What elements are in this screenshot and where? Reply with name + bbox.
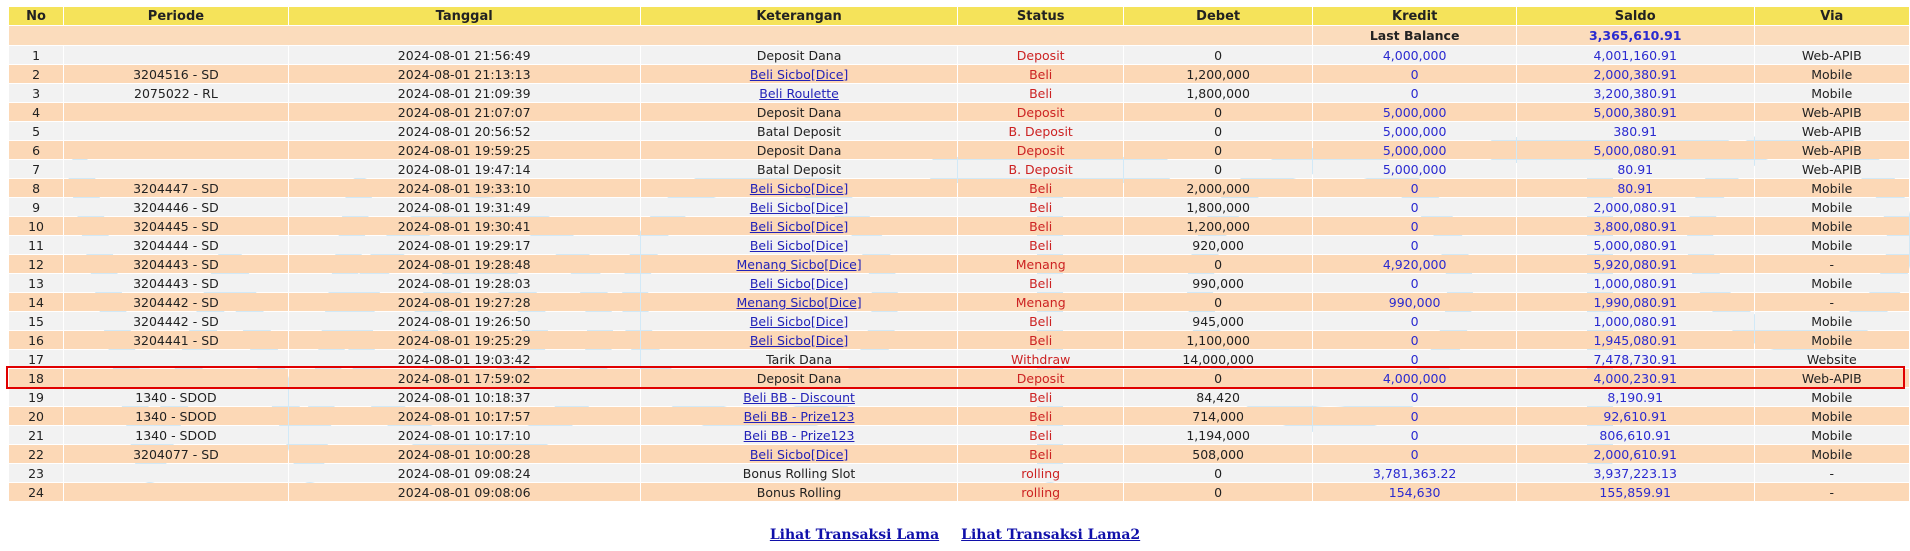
row-periode: 3204442 - SD: [64, 293, 288, 311]
old-transactions-link[interactable]: Lihat Transaksi Lama: [769, 527, 940, 543]
row-keterangan: Tarik Dana: [641, 350, 958, 368]
row-periode: 2075022 - RL: [64, 84, 288, 102]
row-saldo: 80.91: [1517, 160, 1754, 178]
row-no: 3: [9, 84, 63, 102]
row-tanggal: 2024-08-01 10:17:10: [289, 426, 640, 444]
row-status: Beli: [958, 84, 1122, 102]
row-debet: 84,420: [1124, 388, 1312, 406]
row-no: 10: [9, 217, 63, 235]
table-row: [9, 312, 1909, 330]
row-via: Web-APIB: [1755, 46, 1909, 64]
row-keterangan-cell: [641, 331, 958, 349]
row-tanggal: 2024-08-01 09:08:24: [289, 464, 640, 482]
transaction-detail-link[interactable]: Beli BB - Prize123: [743, 427, 855, 443]
row-status: rolling: [958, 464, 1122, 482]
row-kredit: 0: [1313, 179, 1516, 197]
row-tanggal: 2024-08-01 19:26:50: [289, 312, 640, 330]
row-kredit: 0: [1313, 350, 1516, 368]
row-via: Mobile: [1755, 198, 1909, 216]
row-periode: [64, 122, 288, 140]
row-via: Web-APIB: [1755, 160, 1909, 178]
row-no: 18: [9, 369, 63, 387]
row-saldo: 806,610.91: [1517, 426, 1754, 444]
row-debet: 0: [1124, 46, 1312, 64]
table-row: [9, 46, 1909, 64]
row-kredit: 5,000,000: [1313, 103, 1516, 121]
row-tanggal: 2024-08-01 20:56:52: [289, 122, 640, 140]
row-periode: 3204444 - SD: [64, 236, 288, 254]
header-via: Via: [1755, 7, 1909, 25]
row-kredit: 0: [1313, 407, 1516, 425]
row-keterangan-cell: [641, 426, 958, 444]
row-no: 19: [9, 388, 63, 406]
row-kredit: 990,000: [1313, 293, 1516, 311]
transaction-detail-link[interactable]: Beli BB - Prize123: [743, 408, 855, 424]
transaction-detail-link[interactable]: Beli BB - Discount: [743, 389, 855, 405]
row-kredit: 0: [1313, 445, 1516, 463]
row-status: Beli: [958, 407, 1122, 425]
row-status: Beli: [958, 388, 1122, 406]
row-saldo: 5,920,080.91: [1517, 255, 1754, 273]
row-status: rolling: [958, 483, 1122, 501]
row-debet: 0: [1124, 141, 1312, 159]
row-kredit: 5,000,000: [1313, 141, 1516, 159]
table-row: [9, 274, 1909, 292]
row-via: Mobile: [1755, 84, 1909, 102]
transaction-detail-link[interactable]: Menang Sicbo[Dice]: [736, 294, 862, 310]
row-status: Beli: [958, 217, 1122, 235]
row-saldo: 3,800,080.91: [1517, 217, 1754, 235]
row-saldo: 1,000,080.91: [1517, 274, 1754, 292]
row-kredit: 0: [1313, 312, 1516, 330]
row-keterangan-cell: [641, 198, 958, 216]
old-transactions-2-link[interactable]: Lihat Transaksi Lama2: [961, 527, 1141, 543]
transaction-detail-link[interactable]: Beli Sicbo[Dice]: [749, 237, 849, 253]
row-tanggal: 2024-08-01 21:07:07: [289, 103, 640, 121]
row-periode: 3204443 - SD: [64, 274, 288, 292]
row-tanggal: 2024-08-01 10:18:37: [289, 388, 640, 406]
row-debet: 2,000,000: [1124, 179, 1312, 197]
row-periode: 3204446 - SD: [64, 198, 288, 216]
transaction-detail-link[interactable]: Beli Sicbo[Dice]: [749, 180, 849, 196]
row-periode: 3204442 - SD: [64, 312, 288, 330]
transaction-detail-link[interactable]: Beli Roulette: [759, 85, 839, 101]
row-periode: 3204443 - SD: [64, 255, 288, 273]
row-no: 14: [9, 293, 63, 311]
row-debet: 1,200,000: [1124, 65, 1312, 83]
row-saldo: 7,478,730.91: [1517, 350, 1754, 368]
last-balance-label: Last Balance: [1313, 26, 1516, 45]
row-keterangan-cell: [641, 255, 958, 273]
table-row: [9, 445, 1909, 463]
row-no: 8: [9, 179, 63, 197]
row-no: 4: [9, 103, 63, 121]
row-via: Web-APIB: [1755, 103, 1909, 121]
row-via: Mobile: [1755, 388, 1909, 406]
row-tanggal: 2024-08-01 19:47:14: [289, 160, 640, 178]
row-periode: 1340 - SDOD: [64, 388, 288, 406]
table-row: [9, 388, 1909, 406]
row-via: Web-APIB: [1755, 141, 1909, 159]
header-keterangan: Keterangan: [641, 7, 958, 25]
row-status: Beli: [958, 331, 1122, 349]
row-keterangan: Deposit Dana: [641, 369, 958, 387]
row-status: Beli: [958, 426, 1122, 444]
row-saldo: 1,945,080.91: [1517, 331, 1754, 349]
row-tanggal: 2024-08-01 19:03:42: [289, 350, 640, 368]
row-no: 22: [9, 445, 63, 463]
table-row: [9, 464, 1909, 482]
row-keterangan: Deposit Dana: [641, 46, 958, 64]
row-via: Web-APIB: [1755, 369, 1909, 387]
row-keterangan-cell: [641, 84, 958, 102]
row-no: 11: [9, 236, 63, 254]
row-status: B. Deposit: [958, 160, 1122, 178]
row-status: Beli: [958, 274, 1122, 292]
table-row: [9, 350, 1909, 368]
table-row: [9, 103, 1909, 121]
transaction-table: [8, 6, 1910, 502]
row-keterangan: Bonus Rolling Slot: [641, 464, 958, 482]
row-debet: 508,000: [1124, 445, 1312, 463]
last-balance-row: [9, 26, 1909, 45]
row-via: Mobile: [1755, 179, 1909, 197]
row-periode: [64, 483, 288, 501]
row-kredit: 5,000,000: [1313, 122, 1516, 140]
row-no: 13: [9, 274, 63, 292]
row-debet: 0: [1124, 103, 1312, 121]
row-no: 9: [9, 198, 63, 216]
row-saldo: 2,000,380.91: [1517, 65, 1754, 83]
header-tanggal: Tanggal: [289, 7, 640, 25]
row-no: 12: [9, 255, 63, 273]
row-kredit: 4,920,000: [1313, 255, 1516, 273]
header-status: Status: [958, 7, 1122, 25]
table-row: [9, 331, 1909, 349]
last-balance-value: 3,365,610.91: [1517, 26, 1754, 45]
row-tanggal: 2024-08-01 19:27:28: [289, 293, 640, 311]
row-kredit: 4,000,000: [1313, 369, 1516, 387]
row-debet: 1,800,000: [1124, 84, 1312, 102]
header-kredit: Kredit: [1313, 7, 1516, 25]
row-status: Deposit: [958, 46, 1122, 64]
row-debet: 920,000: [1124, 236, 1312, 254]
row-status: Beli: [958, 65, 1122, 83]
row-status: Withdraw: [958, 350, 1122, 368]
row-debet: 0: [1124, 369, 1312, 387]
row-status: Deposit: [958, 103, 1122, 121]
row-no: 20: [9, 407, 63, 425]
row-no: 2: [9, 65, 63, 83]
row-debet: 1,200,000: [1124, 217, 1312, 235]
row-via: Mobile: [1755, 445, 1909, 463]
row-debet: 0: [1124, 160, 1312, 178]
row-saldo: 8,190.91: [1517, 388, 1754, 406]
row-debet: 14,000,000: [1124, 350, 1312, 368]
row-keterangan-cell: [641, 293, 958, 311]
row-kredit: 0: [1313, 65, 1516, 83]
row-via: Mobile: [1755, 217, 1909, 235]
table-row: [9, 160, 1909, 178]
row-no: 15: [9, 312, 63, 330]
row-tanggal: 2024-08-01 19:29:17: [289, 236, 640, 254]
row-debet: 1,100,000: [1124, 331, 1312, 349]
row-debet: 0: [1124, 293, 1312, 311]
table-row: [9, 65, 1909, 83]
row-saldo: 1,000,080.91: [1517, 312, 1754, 330]
row-status: Menang: [958, 293, 1122, 311]
row-kredit: 0: [1313, 236, 1516, 254]
row-debet: 1,194,000: [1124, 426, 1312, 444]
row-via: Mobile: [1755, 65, 1909, 83]
row-no: 1: [9, 46, 63, 64]
row-tanggal: 2024-08-01 19:31:49: [289, 198, 640, 216]
header-saldo: Saldo: [1517, 7, 1754, 25]
transaction-detail-link[interactable]: Beli Sicbo[Dice]: [749, 218, 849, 234]
transaction-detail-link[interactable]: Beli Sicbo[Dice]: [749, 66, 849, 82]
row-status: Menang: [958, 255, 1122, 273]
row-saldo: 5,000,080.91: [1517, 236, 1754, 254]
row-via: Mobile: [1755, 426, 1909, 444]
row-debet: 1,800,000: [1124, 198, 1312, 216]
table-row: [9, 236, 1909, 254]
row-tanggal: 2024-08-01 17:59:02: [289, 369, 640, 387]
row-via: Mobile: [1755, 274, 1909, 292]
row-status: Deposit: [958, 369, 1122, 387]
row-status: Beli: [958, 312, 1122, 330]
row-keterangan: Bonus Rolling: [641, 483, 958, 501]
table-row: [9, 293, 1909, 311]
row-via: -: [1755, 464, 1909, 482]
row-via: Mobile: [1755, 236, 1909, 254]
row-saldo: 5,000,380.91: [1517, 103, 1754, 121]
row-via: Mobile: [1755, 312, 1909, 330]
row-tanggal: 2024-08-01 10:00:28: [289, 445, 640, 463]
row-debet: 0: [1124, 483, 1312, 501]
row-keterangan-cell: [641, 312, 958, 330]
header-no: No: [9, 7, 63, 25]
table-row: [9, 255, 1909, 273]
row-periode: [64, 46, 288, 64]
row-no: 17: [9, 350, 63, 368]
transaction-detail-link[interactable]: Menang Sicbo[Dice]: [736, 256, 862, 272]
table-row: [9, 179, 1909, 197]
row-periode: [64, 350, 288, 368]
row-via: Mobile: [1755, 331, 1909, 349]
row-debet: 714,000: [1124, 407, 1312, 425]
row-tanggal: 2024-08-01 10:17:57: [289, 407, 640, 425]
table-row: [9, 198, 1909, 216]
row-periode: 3204516 - SD: [64, 65, 288, 83]
row-keterangan-cell: [641, 274, 958, 292]
row-saldo: 2,000,080.91: [1517, 198, 1754, 216]
row-keterangan-cell: [641, 388, 958, 406]
row-periode: [64, 369, 288, 387]
row-no: 5: [9, 122, 63, 140]
row-tanggal: 2024-08-01 21:56:49: [289, 46, 640, 64]
row-status: Beli: [958, 179, 1122, 197]
row-kredit: 0: [1313, 274, 1516, 292]
row-via: Web-APIB: [1755, 122, 1909, 140]
row-saldo: 3,937,223.13: [1517, 464, 1754, 482]
row-via: Website: [1755, 350, 1909, 368]
row-debet: 0: [1124, 255, 1312, 273]
row-kredit: 0: [1313, 198, 1516, 216]
row-kredit: 0: [1313, 426, 1516, 444]
row-saldo: 1,990,080.91: [1517, 293, 1754, 311]
row-kredit: 0: [1313, 217, 1516, 235]
row-debet: 0: [1124, 464, 1312, 482]
row-periode: [64, 160, 288, 178]
header-debet: Debet: [1124, 7, 1312, 25]
row-no: 23: [9, 464, 63, 482]
row-no: 6: [9, 141, 63, 159]
footer-links: [0, 527, 1910, 543]
row-periode: 3204441 - SD: [64, 331, 288, 349]
header-periode: Periode: [64, 7, 288, 25]
table-header-row: [9, 7, 1909, 25]
row-keterangan-cell: [641, 407, 958, 425]
row-keterangan-cell: [641, 236, 958, 254]
row-tanggal: 2024-08-01 19:25:29: [289, 331, 640, 349]
row-saldo: 92,610.91: [1517, 407, 1754, 425]
row-tanggal: 2024-08-01 21:09:39: [289, 84, 640, 102]
row-via: -: [1755, 293, 1909, 311]
row-periode: 3204077 - SD: [64, 445, 288, 463]
row-tanggal: 2024-08-01 19:30:41: [289, 217, 640, 235]
table-row: [9, 426, 1909, 444]
row-saldo: 4,001,160.91: [1517, 46, 1754, 64]
row-periode: [64, 464, 288, 482]
table-row: [9, 217, 1909, 235]
row-status: Beli: [958, 198, 1122, 216]
row-kredit: 154,630: [1313, 483, 1516, 501]
row-status: Beli: [958, 445, 1122, 463]
row-kredit: 3,781,363.22: [1313, 464, 1516, 482]
table-row: [9, 483, 1909, 501]
table-row: [9, 369, 1909, 387]
transaction-detail-link[interactable]: Beli Sicbo[Dice]: [749, 199, 849, 215]
row-periode: [64, 141, 288, 159]
row-saldo: 4,000,230.91: [1517, 369, 1754, 387]
row-no: 21: [9, 426, 63, 444]
row-periode: [64, 103, 288, 121]
row-periode: 3204445 - SD: [64, 217, 288, 235]
row-saldo: 3,200,380.91: [1517, 84, 1754, 102]
row-saldo: 2,000,610.91: [1517, 445, 1754, 463]
row-saldo: 5,000,080.91: [1517, 141, 1754, 159]
row-debet: 990,000: [1124, 274, 1312, 292]
row-no: 24: [9, 483, 63, 501]
row-saldo: 80.91: [1517, 179, 1754, 197]
row-debet: 945,000: [1124, 312, 1312, 330]
row-tanggal: 2024-08-01 19:28:48: [289, 255, 640, 273]
row-keterangan-cell: [641, 445, 958, 463]
table-row: [9, 407, 1909, 425]
row-periode: 1340 - SDOD: [64, 426, 288, 444]
row-via: -: [1755, 483, 1909, 501]
row-keterangan-cell: [641, 65, 958, 83]
row-kredit: 4,000,000: [1313, 46, 1516, 64]
row-via: Mobile: [1755, 407, 1909, 425]
row-debet: 0: [1124, 122, 1312, 140]
row-status: Beli: [958, 236, 1122, 254]
row-status: Deposit: [958, 141, 1122, 159]
row-keterangan: Deposit Dana: [641, 103, 958, 121]
row-kredit: 0: [1313, 331, 1516, 349]
row-saldo: 155,859.91: [1517, 483, 1754, 501]
row-kredit: 0: [1313, 388, 1516, 406]
transaction-detail-link[interactable]: Beli Sicbo[Dice]: [749, 275, 849, 291]
row-keterangan: Batal Deposit: [641, 122, 958, 140]
transaction-detail-link[interactable]: Beli Sicbo[Dice]: [749, 446, 849, 462]
transaction-table-wrapper: [8, 6, 1910, 502]
row-keterangan: Deposit Dana: [641, 141, 958, 159]
row-saldo: 380.91: [1517, 122, 1754, 140]
row-tanggal: 2024-08-01 19:33:10: [289, 179, 640, 197]
table-row: [9, 141, 1909, 159]
row-tanggal: 2024-08-01 19:28:03: [289, 274, 640, 292]
row-keterangan-cell: [641, 179, 958, 197]
transaction-detail-link[interactable]: Beli Sicbo[Dice]: [749, 313, 849, 329]
transaction-detail-link[interactable]: Beli Sicbo[Dice]: [749, 332, 849, 348]
row-periode: 3204447 - SD: [64, 179, 288, 197]
row-tanggal: 2024-08-01 21:13:13: [289, 65, 640, 83]
row-kredit: 0: [1313, 84, 1516, 102]
table-row: [9, 122, 1909, 140]
row-tanggal: 2024-08-01 09:08:06: [289, 483, 640, 501]
table-row: [9, 84, 1909, 102]
row-periode: 1340 - SDOD: [64, 407, 288, 425]
row-kredit: 5,000,000: [1313, 160, 1516, 178]
row-status: B. Deposit: [958, 122, 1122, 140]
row-via: -: [1755, 255, 1909, 273]
row-keterangan: Batal Deposit: [641, 160, 958, 178]
row-no: 16: [9, 331, 63, 349]
row-keterangan-cell: [641, 217, 958, 235]
row-tanggal: 2024-08-01 19:59:25: [289, 141, 640, 159]
row-no: 7: [9, 160, 63, 178]
